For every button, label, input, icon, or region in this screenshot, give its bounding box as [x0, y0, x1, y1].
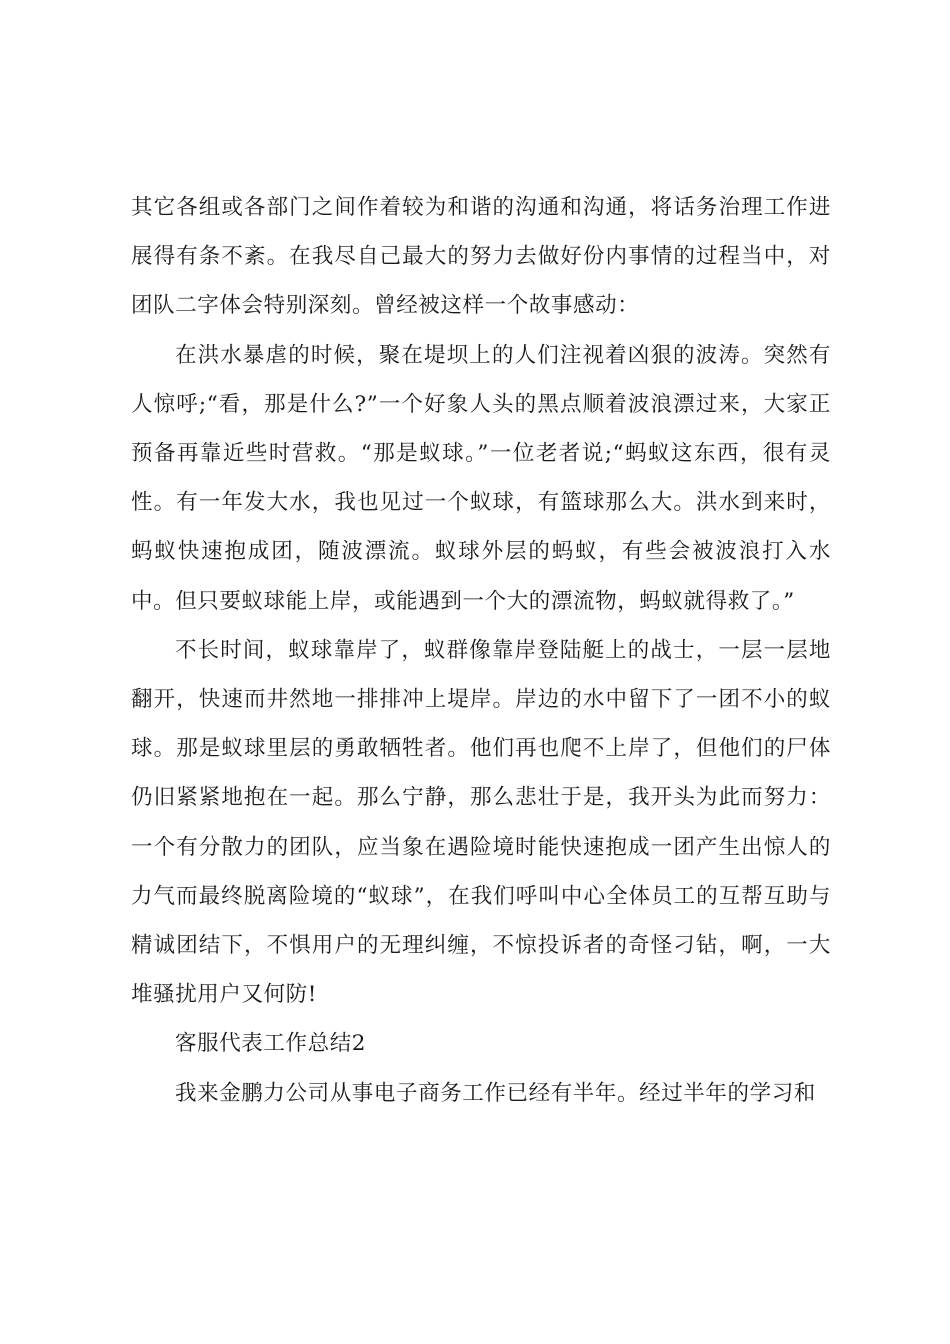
- section-heading: 客服代表工作总结2: [175, 1031, 367, 1057]
- paragraph-flood-story: 在洪水暴虐的时候，聚在堤坝上的人们注视着凶狠的波涛。突然有人惊呼;“看，那是什么?”一个好象人头的黑点顺着波浪漂过来，大家正预备再靠近些时营救。“那是蚁球。”一位老者说;“蚂蚁这东西，很有灵性。有一年发大水，我也见过一个蚁球，有篮球那么大。洪水到来时，蚂蚁快速抱成团，随波漂流。蚁球外层的蚂蚁，有些会被波浪打入水中。但只要蚁球能上岸，或能遇到一个大的漂流物，蚂蚁就得救了。”: [131, 342, 831, 614]
- paragraph-team-intro: 其它各组或各部门之间作着较为和谐的沟通和沟通，将话务治理工作进展得有条不紊。在我尽自己最大的努力去做好份内事情的过程当中，对团队二字体会特别深刻。曾经被这样一个故事感动：: [131, 195, 831, 319]
- paragraph-ant-ball: 不长时间，蚁球靠岸了，蚁群像靠岸登陆艇上的战士，一层一层地翻开，快速而井然地一排排冲上堤岸。岸边的水中留下了一团不小的蚁球。那是蚁球里层的勇敢牺牲者。他们再也爬不上岸了，但他们的尸体仍旧紧紧地抱在一起。那么宁静，那么悲壮于是，我开头为此而努力：一个有分散力的团队，应当象在遇险境时能快速抱成一团产生出惊人的力气而最终脱离险境的“蚁球”，在我们呼叫中心全体员工的互帮互助与精诚团结下，不惧用户的无理纠缠，不惊投诉者的奇怪刁钻，啊，一大堆骚扰用户又何防!: [131, 637, 831, 1008]
- paragraph-section-2-start: 我来金鹏力公司从事电子商务工作已经有半年。经过半年的学习和: [175, 1080, 816, 1106]
- document-body: [131, 183, 831, 1118]
